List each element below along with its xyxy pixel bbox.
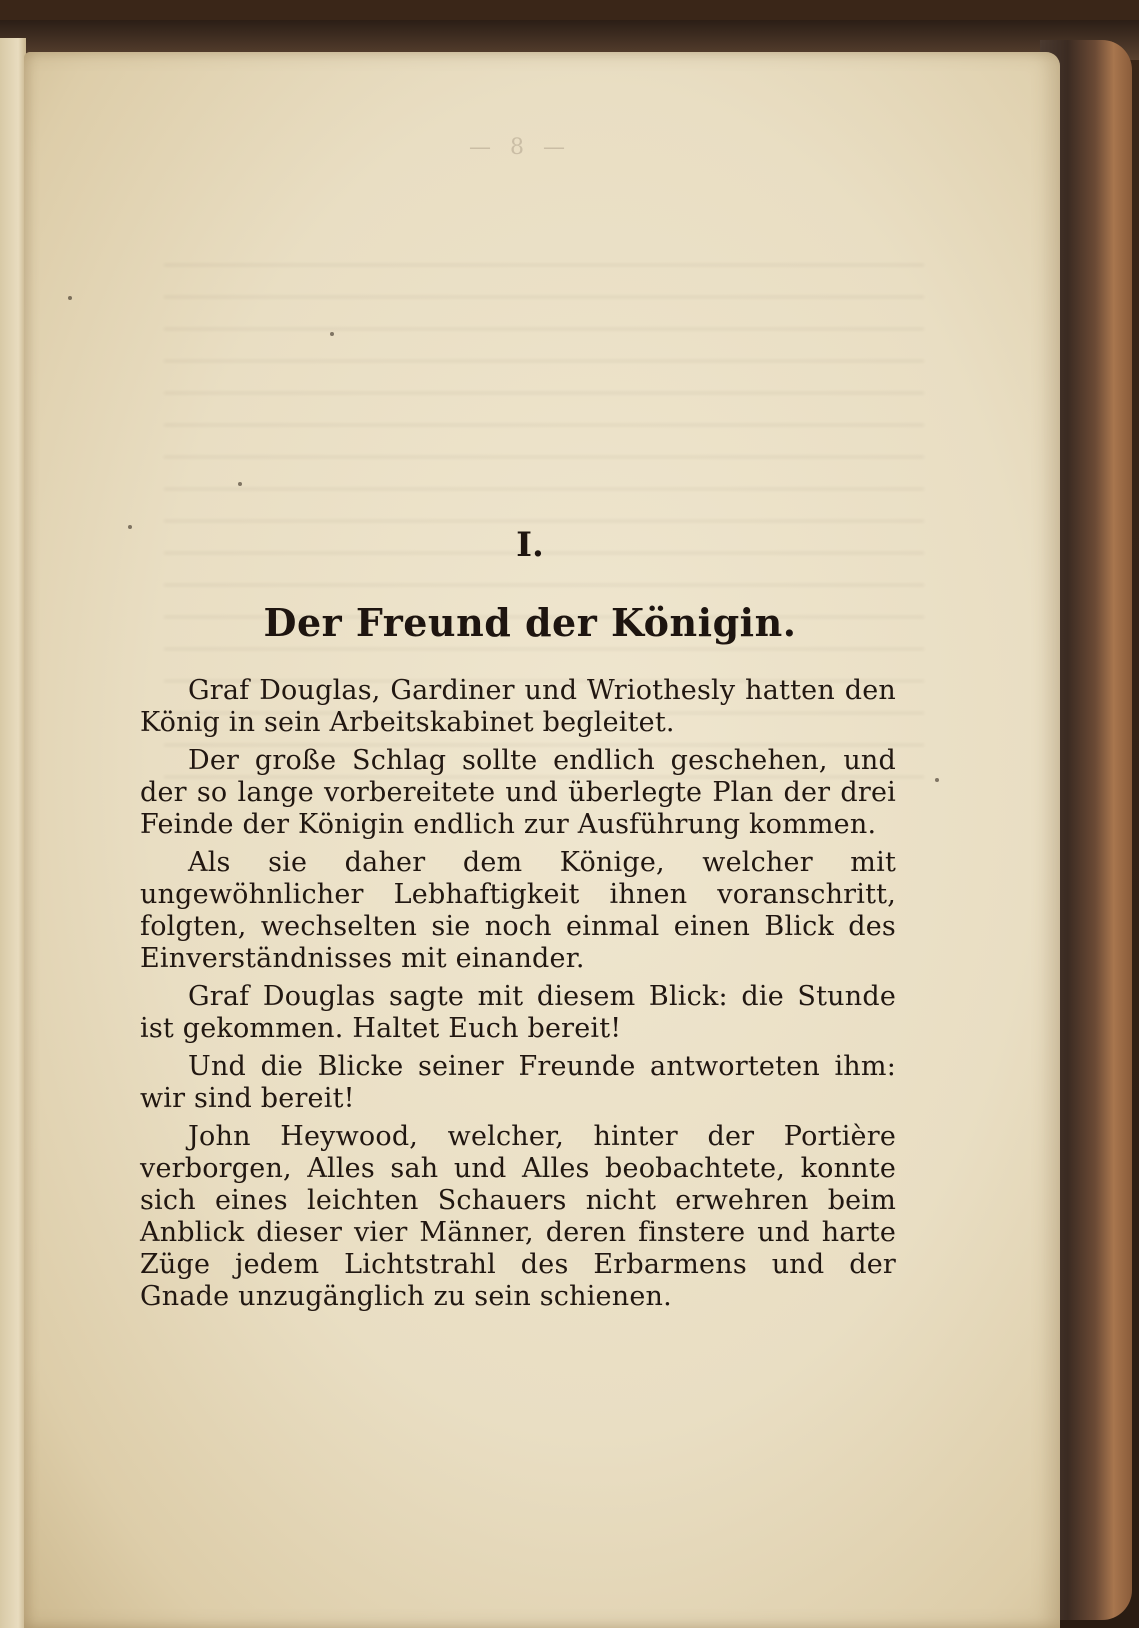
chapter-number: I. bbox=[516, 525, 544, 565]
paragraph: John Heywood, welcher, hinter der Portière verborgen, Alles sah und Alles beobachtete, konnte sich eines leichten Schauers nicht erwehren beim Anblick dieser vier Männer, deren finstere und harte Züge jedem Lichtstrahl des Erbarmens und der Gnade unzugänglich zu sein schienen. bbox=[140, 1121, 896, 1312]
previous-page-edge bbox=[0, 38, 26, 1628]
paragraph: Und die Blicke seiner Freunde antworteten ihm: wir sind bereit! bbox=[140, 1051, 896, 1114]
paper-speck bbox=[128, 525, 132, 529]
paper-speck bbox=[935, 778, 939, 782]
paragraph: Graf Douglas sagte mit diesem Blick: die Stunde ist gekommen. Haltet Euch bereit! bbox=[140, 981, 896, 1044]
paragraph: Der große Schlag sollte endlich geschehen, und der so lange vorbereitete und überlegte Plan der drei Feinde der Königin endlich zur Ausführung kommen. bbox=[140, 745, 896, 840]
paragraph: Als sie daher dem Könige, welcher mit ungewöhnlicher Lebhaftigkeit ihnen voranschritt, folgten, wechselten sie noch einmal einen Blick des Einverständnisses mit einander. bbox=[140, 847, 896, 974]
body-text bbox=[140, 675, 896, 1319]
paragraph: Graf Douglas, Gardiner und Wriothesly hatten den König in sein Arbeitskabinet begleitet. bbox=[140, 675, 896, 738]
page-number: — 8 — bbox=[469, 135, 571, 160]
chapter-title: Der Freund der Königin. bbox=[263, 600, 797, 645]
paper-speck bbox=[238, 482, 242, 486]
paper-speck bbox=[68, 296, 72, 300]
paper-speck bbox=[330, 332, 334, 336]
